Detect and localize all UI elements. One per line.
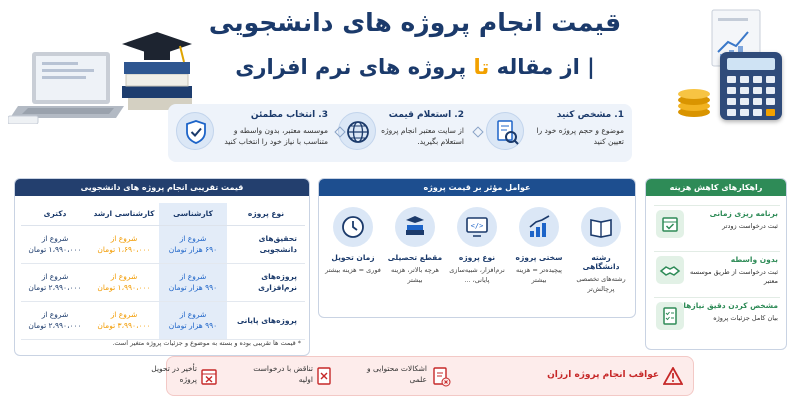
price-cell: شروع از ۳،۹۹۰،۰۰۰ تومان [89, 301, 159, 339]
factors-panel [318, 178, 636, 318]
tip-item [654, 297, 780, 335]
header-bachelor: کارشناسی [159, 203, 227, 225]
books-and-cap-illustration [118, 30, 196, 112]
consequence-text: اشکالات محتوایی و علمی [367, 364, 427, 384]
tip-heading: برنامه ریزی زمانی [709, 209, 778, 218]
calendar-x-icon [199, 366, 219, 388]
document-search-icon [486, 112, 524, 150]
calculator-illustration [720, 52, 782, 120]
tip-text: بیان کامل جزئیات پروژه [713, 314, 778, 322]
table-row [21, 263, 305, 301]
laptop-illustration [8, 52, 126, 124]
price-table-title: قیمت تقریبی انجام پروژه های دانشجویی [15, 179, 309, 196]
price-note: * قیمت ها تقریبی بوده و بسته به موضوع و جزئیات پروژه متغیر است. [112, 339, 301, 347]
header-project-type: نوع پروژه [227, 203, 305, 225]
header-phd: دکتری [21, 203, 89, 225]
price-cell: شروع از ۲،۹۹۰،۰۰۰ تومان [21, 301, 89, 339]
diamond-separator [472, 126, 483, 137]
factor-heading: مقطع تحصیلی [387, 253, 443, 262]
factor-type [449, 207, 505, 285]
warning-icon [663, 367, 683, 385]
factor-heading: سختی پروژه [515, 253, 563, 262]
row-type: پروژه‌های نرم‌افزاری [227, 263, 305, 301]
tip-heading: بدون واسطه [730, 255, 778, 264]
price-cell: شروع از ۱،۹۹۰،۰۰۰ تومان [21, 225, 89, 263]
coins-illustration [674, 80, 714, 118]
document-error-icon [431, 366, 451, 388]
step-2-heading: 2. استعلام قیمت [388, 110, 464, 120]
clock-icon [333, 207, 373, 247]
table-row [21, 225, 305, 263]
row-type: پروژه‌های پایانی [227, 301, 305, 339]
mismatch-icon [315, 366, 335, 388]
steps-bar [168, 104, 632, 162]
factor-text: فوری = هزینه بیشتر [325, 266, 381, 274]
svg-text:</>: </> [470, 222, 484, 230]
price-cell: شروع از ۱،۹۹۰،۰۰۰ تومان [89, 263, 159, 301]
shield-check-icon [176, 112, 214, 150]
tip-heading: مشخص کردن دقیق نیازها [683, 301, 778, 310]
price-cell: شروع از ۹۹۰ هزار تومان [159, 301, 227, 339]
tip-item [654, 251, 780, 289]
factor-heading: نوع پروژه [458, 253, 496, 262]
factor-text: نرم‌افزار، شبیه‌سازی پایانی، ... [449, 266, 505, 284]
step-1-text: موضوع و حجم پروژه خود را تعیین کنید [536, 126, 624, 146]
tips-title: راهکارهای کاهش هزینه [646, 179, 786, 196]
price-cell: شروع از ۲،۹۹۰،۰۰۰ تومان [21, 263, 89, 301]
subtitle-part-2: پروژه های نرم افزاری [235, 55, 474, 79]
step-2-text: از سایت معتبر انجام پروژه استعلام بگیرید. [381, 126, 464, 146]
factor-text: هرچه بالاتر، هزینه بیشتر [391, 266, 439, 284]
subtitle-part-1: | از مقاله [489, 55, 595, 79]
factor-heading: زمان تحویل [331, 253, 375, 262]
calendar-check-icon [656, 210, 684, 238]
factor-text: پیچیده‌تر = هزینه بیشتر [516, 266, 562, 284]
tip-item [654, 205, 780, 243]
subtitle-accent: تا [473, 55, 490, 79]
step-3-heading: 3. انتخاب مطمئن [250, 110, 328, 120]
row-type: تحقیق‌های دانشجویی [227, 225, 305, 263]
factors-title: عوامل مؤثر بر قیمت پروژه [319, 179, 635, 196]
price-cell: شروع از ۹۹۰ هزار تومان [159, 263, 227, 301]
checklist-icon [656, 302, 684, 330]
cost-reduction-panel [645, 178, 787, 350]
step-3-text: موسسه معتبر، بدون واسطه و متناسب با نیاز خود را انتخاب کنید [224, 126, 328, 146]
consequence-text: تأخیر در تحویل پروژه [151, 364, 197, 384]
tip-text: ثبت درخواست از طریق موسسه معتبر [690, 268, 778, 285]
page-title: قیمت انجام پروژه های دانشجویی [208, 8, 622, 37]
factor-text: رشته‌های تخصصی پرچالش‌تر [576, 275, 626, 293]
cheap-project-consequences [151, 356, 694, 396]
table-row [21, 301, 305, 339]
handshake-icon [656, 256, 684, 284]
factor-degree [387, 207, 443, 285]
step-1-heading: 1. مشخص کنید [556, 110, 624, 120]
step-2 [338, 104, 470, 162]
code-monitor-icon [457, 207, 497, 247]
factor-difficulty [511, 207, 567, 285]
step-1 [486, 104, 632, 162]
price-table-panel [14, 178, 310, 356]
factor-field [573, 207, 629, 294]
bar-chart-icon [519, 207, 559, 247]
header-master: کارشناسی ارشد [89, 203, 159, 225]
consequences-title: عواقب انجام پروژه ارزان [547, 370, 659, 380]
page-subtitle [215, 55, 615, 79]
books-stack-icon [395, 207, 435, 247]
tip-text: ثبت درخواست زودتر [722, 222, 778, 230]
factor-heading: رشته دانشگاهی [582, 253, 620, 271]
price-cell: شروع از ۱،۶۹۰،۰۰۰ تومان [89, 225, 159, 263]
price-table [21, 203, 305, 340]
step-3 [176, 104, 332, 162]
factor-time [325, 207, 381, 275]
consequence-text: تناقض با درخواست اولیه [253, 364, 313, 384]
price-cell: شروع از ۶۹۰ هزار تومان [159, 225, 227, 263]
book-icon [581, 207, 621, 247]
